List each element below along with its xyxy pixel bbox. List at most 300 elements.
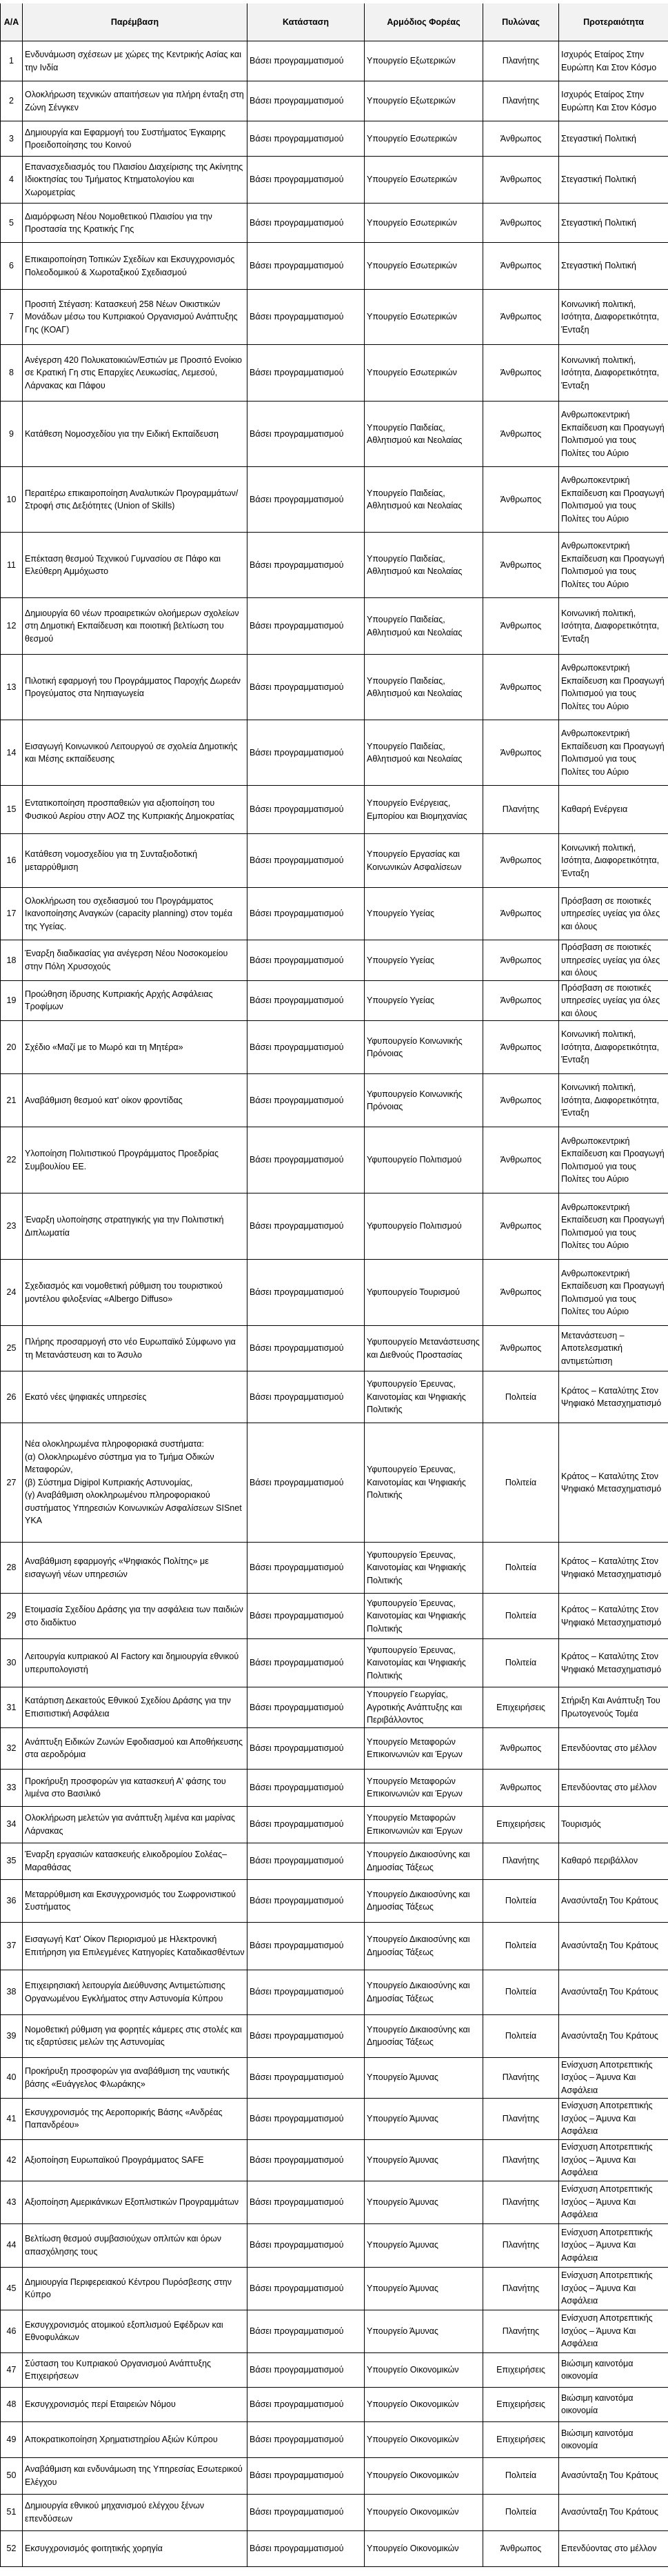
pillar-cell: Πολιτεία [483,1639,559,1687]
row-number: 46 [1,2310,23,2352]
table-row [1,2098,668,2139]
status-cell: Βάσει προγραμματισμού [247,157,365,204]
row-number: 31 [1,1687,23,1728]
intervention-cell: Ανέγερση 420 Πολυκατοικιών/Εστιών με Προσιτό Ενοίκιο σε Κρατική Γη στις Επαρχίες Λευκωσίας, Λεμεσού, Λάρνακας και Πάφου [23,345,247,402]
row-number: 7 [1,290,23,345]
pillar-cell: Άνθρωπος [483,655,559,720]
intervention-cell: Προώθηση ίδρυσης Κυπριακής Αρχής Ασφάλειας Τροφίμων [23,980,247,1021]
intervention-cell: Νομοθετική ρύθμιση για φορητές κάμερες στις στολές και τις εξαρτύσεις μελών της Αστυνομίας [23,2014,247,2057]
table-row [1,1423,668,1543]
row-number: 33 [1,1769,23,1806]
pillar-cell: Πολιτεία [483,1594,559,1639]
priority-cell: Ισχυρός Εταίρος Στην Ευρώπη Και Στον Κόσμο [559,81,668,121]
agency-cell: Υφυπουργείο Μετανάστευσης και Διεθνούς Προστασίας [365,1326,483,1371]
pillar-cell: Επιχειρήσεις [483,2387,559,2421]
agency-cell: Υφυπουργείο Πολιτισμού [365,1127,483,1193]
row-number: 32 [1,1727,23,1769]
pillar-cell: Επιχειρήσεις [483,1687,559,1728]
status-cell: Βάσει προγραμματισμού [247,81,365,121]
pillar-cell: Άνθρωπος [483,1769,559,1806]
priority-cell: Καθαρή Ενέργεια [559,786,668,834]
intervention-cell: Κατάρτιση Δεκαετούς Εθνικού Σχεδίου Δράσης για την Επισιτιστική Ασφάλεια [23,1687,247,1728]
pillar-cell: Άνθρωπος [483,1727,559,1769]
header-row [1,3,668,41]
status-cell: Βάσει προγραμματισμού [247,2223,365,2267]
row-number: 51 [1,2494,23,2530]
intervention-cell: Εντατικοποίηση προσπαθειών για αξιοποίηση του Φυσικού Αερίου στην ΑΟΖ της Κυπριακής Δημοκρατίας [23,786,247,834]
status-cell: Βάσει προγραμματισμού [247,1371,365,1423]
row-number: 34 [1,1806,23,1843]
table-row [1,1687,668,1728]
column-header-intervention: Παρέμβαση [23,3,247,41]
agency-cell: Υπουργείο Άμυνας [365,2223,483,2267]
table-row [1,2530,668,2566]
pillar-cell: Άνθρωπος [483,1260,559,1326]
row-number: 24 [1,1260,23,1326]
table-row [1,2057,668,2098]
pillar-cell: Πλανήτης [483,2223,559,2267]
table-row [1,786,668,834]
row-number: 6 [1,243,23,290]
intervention-cell: Εκσυγχρονισμός της Αεροπορικής Βάσης «Ανδρέας Παπανδρέου» [23,2098,247,2139]
priority-cell: Ενίσχυση Αποτρεπτικής Ισχύος – Άμυνα Και Ασφάλεια [559,2310,668,2352]
table-row [1,980,668,1021]
priority-cell: Στεγαστική Πολιτική [559,204,668,243]
table-row [1,720,668,786]
status-cell: Βάσει προγραμματισμού [247,720,365,786]
agency-cell: Υφυπουργείο Έρευνας, Καινοτομίας και Ψηφιακής Πολιτικής [365,1423,483,1543]
priority-cell: Ισχυρός Εταίρος Στην Ευρώπη Και Στον Κόσμο [559,41,668,81]
agency-cell: Υπουργείο Γεωργίας, Αγροτικής Ανάπτυξης και Περιβάλλοντος [365,1687,483,1728]
intervention-cell: Εισαγωγή Κατ' Οίκον Περιορισμού με Ηλεκτρονική Επιτήρηση για Επιλεγμένες Κατηγορίες Καταδικασθέντων [23,1922,247,1970]
intervention-cell: Ανάπτυξη Ειδικών Ζωνών Εφοδιασμού και Αποθήκευσης στα αεροδρόμια [23,1727,247,1769]
intervention-cell: Ενδυνάμωση σχέσεων με χώρες της Κεντρικής Ασίας και την Ινδία [23,41,247,81]
pillar-cell: Πολιτεία [483,1922,559,1970]
table-row [1,834,668,888]
intervention-cell: Σχεδιασμός και νομοθετική ρύθμιση του τουριστικού μοντέλου φιλοξενίας «Albergo Diffuso» [23,1260,247,1326]
table-row [1,1806,668,1843]
intervention-cell: Αξιοποίηση Ευρωπαϊκού Προγράμματος SAFE [23,2139,247,2181]
agency-cell: Υπουργείο Δικαιοσύνης και Δημοσίας Τάξεως [365,1970,483,2014]
pillar-cell: Πολιτεία [483,1423,559,1543]
status-cell: Βάσει προγραμματισμού [247,2421,365,2457]
table-row [1,2457,668,2494]
status-cell: Βάσει προγραμματισμού [247,2139,365,2181]
intervention-cell: Δημιουργία Περιφερειακού Κέντρου Πυρόσβεσης στην Κύπρο [23,2267,247,2310]
intervention-cell: Σχέδιο «Μαζί με το Μωρό και τη Μητέρα» [23,1021,247,1074]
intervention-cell: Κατάθεση Νομοσχεδίου για την Ειδική Εκπαίδευση [23,402,247,467]
intervention-cell: Δημιουργία εθνικού μηχανισμού ελέγχου ξένων επενδύσεων [23,2494,247,2530]
table-row [1,41,668,81]
status-cell: Βάσει προγραμματισμού [247,786,365,834]
status-cell: Βάσει προγραμματισμού [247,1922,365,1970]
status-cell: Βάσει προγραμματισμού [247,1970,365,2014]
agency-cell: Υπουργείο Παιδείας, Αθλητισμού και Νεολαίας [365,720,483,786]
status-cell: Βάσει προγραμματισμού [247,888,365,940]
row-number: 18 [1,940,23,981]
row-number: 37 [1,1922,23,1970]
pillar-cell: Πολιτεία [483,1543,559,1594]
table-row [1,2139,668,2181]
intervention-cell: Σύσταση του Κυπριακού Οργανισμού Ανάπτυξης Επιχειρήσεων [23,2352,247,2387]
intervention-cell: Περαιτέρω επικαιροποίηση Αναλυτικών Προγραμμάτων/ Στροφή στις Δεξιότητες (Union of Skills) [23,467,247,533]
priority-cell: Κοινωνική πολιτική, Ισότητα, Διαφορετικότητα, Ένταξη [559,345,668,402]
status-cell: Βάσει προγραμματισμού [247,121,365,157]
priority-cell: Ανθρωποκεντρική Εκπαίδευση και Προαγωγή Πολιτισμού για τους Πολίτες του Αύριο [559,533,668,598]
priority-cell: Ανασύνταξη Του Κράτους [559,2014,668,2057]
table-row [1,655,668,720]
agency-cell: Υπουργείο Οικονομικών [365,2421,483,2457]
intervention-cell: Νέα ολοκληρωμένα πληροφοριακά συστήματα: (α) Ολοκληρωμένο σύστημα για το Τμήμα Οδικών Μεταφορών, (β) Σύστημα Digipol Κυπριακής Αστυνομίας, (γ) Αναβάθμιση ολοκληρωμένου πληροφοριακού συστήματος Υπηρεσιών Κοινωνικών Ασφαλίσεων SISnet ΥΚΑ [23,1423,247,1543]
priority-cell: Κράτος – Καταλύτης Στον Ψηφιακό Μετασχηματισμό [559,1423,668,1543]
table-row [1,1543,668,1594]
table-row [1,2494,668,2530]
priority-cell: Στεγαστική Πολιτική [559,243,668,290]
priority-cell: Ανθρωποκεντρική Εκπαίδευση και Προαγωγή Πολιτισμού για τους Πολίτες του Αύριο [559,402,668,467]
table-row [1,1260,668,1326]
table-row [1,1769,668,1806]
status-cell: Βάσει προγραμματισμού [247,290,365,345]
table-row [1,1021,668,1074]
intervention-cell: Ολοκλήρωση του σχεδιασμού του Προγράμματος Ικανοποίησης Αναγκών (capacity planning) στον τομέα της Υγείας. [23,888,247,940]
intervention-cell: Κατάθεση νομοσχεδίου για τη Συνταξιοδοτική μεταρρύθμιση [23,834,247,888]
status-cell: Βάσει προγραμματισμού [247,2267,365,2310]
pillar-cell: Άνθρωπος [483,533,559,598]
row-number: 36 [1,1879,23,1922]
status-cell: Βάσει προγραμματισμού [247,1326,365,1371]
priority-cell: Ενίσχυση Αποτρεπτικής Ισχύος – Άμυνα Και Ασφάλεια [559,2181,668,2223]
pillar-cell: Άνθρωπος [483,157,559,204]
status-cell: Βάσει προγραμματισμού [247,2457,365,2494]
pillar-cell: Επιχειρήσεις [483,1806,559,1843]
table-row [1,1127,668,1193]
pillar-cell: Άνθρωπος [483,598,559,655]
priority-cell: Κοινωνική πολιτική, Ισότητα, Διαφορετικότητα, Ένταξη [559,1021,668,1074]
priority-cell: Κοινωνική πολιτική, Ισότητα, Διαφορετικότητα, Ένταξη [559,1074,668,1127]
priority-cell: Κοινωνική πολιτική, Ισότητα, Διαφορετικότητα, Ένταξη [559,290,668,345]
priority-cell: Ενίσχυση Αποτρεπτικής Ισχύος – Άμυνα Και Ασφάλεια [559,2057,668,2098]
row-number: 29 [1,1594,23,1639]
agency-cell: Υπουργείο Δικαιοσύνης και Δημοσίας Τάξεως [365,2014,483,2057]
agency-cell: Υπουργείο Μεταφορών Επικοινωνιών και Έργων [365,1806,483,1843]
status-cell: Βάσει προγραμματισμού [247,655,365,720]
intervention-cell: Έναρξη υλοποίησης στρατηγικής για την Πολιτιστική Διπλωματία [23,1193,247,1260]
intervention-cell: Αναβάθμιση και ενδυνάμωση της Υπηρεσίας Εσωτερικού Ελέγχου [23,2457,247,2494]
row-number: 10 [1,467,23,533]
agency-cell: Υπουργείο Οικονομικών [365,2352,483,2387]
table-row [1,290,668,345]
agency-cell: Υπουργείο Εσωτερικών [365,243,483,290]
pillar-cell: Άνθρωπος [483,1021,559,1074]
table-row [1,1727,668,1769]
table-row [1,1326,668,1371]
table-row [1,2181,668,2223]
priority-cell: Μετανάστευση – Αποτελεσματική αντιμετώπιση [559,1326,668,1371]
intervention-cell: Έναρξη εργασιών κατασκευής ελικοδρομίου Σολέας–Μαραθάσας [23,1843,247,1879]
agency-cell: Υφυπουργείο Έρευνας, Καινοτομίας και Ψηφιακής Πολιτικής [365,1594,483,1639]
column-header-agency: Αρμόδιος Φορέας [365,3,483,41]
table-row [1,2352,668,2387]
agency-cell: Υφυπουργείο Έρευνας, Καινοτομίας και Ψηφιακής Πολιτικής [365,1371,483,1423]
column-header-aa: A/A [1,3,23,41]
agency-cell: Υπουργείο Εσωτερικών [365,345,483,402]
pillar-cell: Άνθρωπος [483,1074,559,1127]
table-row [1,2014,668,2057]
status-cell: Βάσει προγραμματισμού [247,980,365,1021]
agency-cell: Υπουργείο Δικαιοσύνης και Δημοσίας Τάξεως [365,1843,483,1879]
agency-cell: Υπουργείο Παιδείας, Αθλητισμού και Νεολαίας [365,402,483,467]
priority-cell: Κοινωνική πολιτική, Ισότητα, Διαφορετικότητα, Ένταξη [559,834,668,888]
table-row [1,2223,668,2267]
intervention-cell: Ολοκλήρωση τεχνικών απαιτήσεων για πλήρη ένταξη στη Ζώνη Σένγκεν [23,81,247,121]
table-row [1,2310,668,2352]
agency-cell: Υπουργείο Άμυνας [365,2310,483,2352]
priority-cell: Επενδύοντας στο μέλλον [559,2530,668,2566]
priority-cell: Στεγαστική Πολιτική [559,121,668,157]
intervention-cell: Πλήρης προσαρμογή στο νέο Ευρωπαϊκό Σύμφωνο για τη Μετανάστευση και το Άσυλο [23,1326,247,1371]
priority-cell: Ενίσχυση Αποτρεπτικής Ισχύος – Άμυνα Και Ασφάλεια [559,2267,668,2310]
intervention-cell: Αποκρατικοποίηση Χρηματιστηρίου Αξιών Κύπρου [23,2421,247,2457]
pillar-cell: Άνθρωπος [483,980,559,1021]
pillar-cell: Άνθρωπος [483,2530,559,2566]
agency-cell: Υφυπουργείο Έρευνας, Καινοτομίας και Ψηφιακής Πολιτικής [365,1543,483,1594]
agency-cell: Υφυπουργείο Έρευνας, Καινοτομίας και Ψηφιακής Πολιτικής [365,1639,483,1687]
priority-cell: Καθαρό περιβάλλον [559,1843,668,1879]
priority-cell: Στεγαστική Πολιτική [559,157,668,204]
pillar-cell: Πολιτεία [483,2494,559,2530]
table-row [1,157,668,204]
table-row [1,2387,668,2421]
intervention-cell: Προκήρυξη προσφορών για αναβάθμιση της ναυτικής βάσης «Ευάγγελος Φλωράκης» [23,2057,247,2098]
intervention-cell: Εισαγωγή Κοινωνικού Λειτουργού σε σχολεία Δημοτικής και Μέσης εκπαίδευσης [23,720,247,786]
priority-cell: Βιώσιμη καινοτόμα οικονομία [559,2352,668,2387]
row-number: 50 [1,2457,23,2494]
table-row [1,243,668,290]
priority-cell: Κράτος – Καταλύτης Στον Ψηφιακό Μετασχηματισμό [559,1371,668,1423]
intervention-cell: Εκσυγχρονισμός περί Εταιρειών Νόμου [23,2387,247,2421]
row-number: 13 [1,655,23,720]
pillar-cell: Επιχειρήσεις [483,2421,559,2457]
row-number: 49 [1,2421,23,2457]
row-number: 26 [1,1371,23,1423]
intervention-cell: Λειτουργία κυπριακού AI Factory και δημιουργία εθνικού υπερυπολογιστή [23,1639,247,1687]
priority-cell: Ανθρωποκεντρική Εκπαίδευση και Προαγωγή Πολιτισμού για τους Πολίτες του Αύριο [559,720,668,786]
agency-cell: Υπουργείο Άμυνας [365,2139,483,2181]
agency-cell: Υπουργείο Οικονομικών [365,2387,483,2421]
row-number: 35 [1,1843,23,1879]
intervention-cell: Έναρξη διαδικασίας για ανέγερση Νέου Νοσοκομείου στην Πόλη Χρυσοχούς [23,940,247,981]
priority-cell: Πρόσβαση σε ποιοτικές υπηρεσίες υγείας για όλες και όλους [559,980,668,1021]
table-row [1,940,668,981]
status-cell: Βάσει προγραμματισμού [247,2530,365,2566]
table-row [1,1922,668,1970]
pillar-cell: Πολιτεία [483,1879,559,1922]
row-number: 23 [1,1193,23,1260]
pillar-cell: Άνθρωπος [483,243,559,290]
row-number: 30 [1,1639,23,1687]
status-cell: Βάσει προγραμματισμού [247,1543,365,1594]
row-number: 45 [1,2267,23,2310]
agency-cell: Υπουργείο Ενέργειας, Εμπορίου και Βιομηχανίας [365,786,483,834]
pillar-cell: Άνθρωπος [483,940,559,981]
priority-cell: Επενδύοντας στο μέλλον [559,1769,668,1806]
pillar-cell: Άνθρωπος [483,1326,559,1371]
agency-cell: Υπουργείο Οικονομικών [365,2494,483,2530]
pillar-cell: Πλανήτης [483,2139,559,2181]
table-row [1,1843,668,1879]
status-cell: Βάσει προγραμματισμού [247,1193,365,1260]
column-header-status: Κατάσταση [247,3,365,41]
pillar-cell: Άνθρωπος [483,888,559,940]
agency-cell: Υπουργείο Άμυνας [365,2181,483,2223]
table-row [1,1879,668,1922]
intervention-cell: Ολοκλήρωση μελετών για ανάπτυξη λιμένα και μαρίνας Λάρνακας [23,1806,247,1843]
priority-cell: Κράτος – Καταλύτης Στον Ψηφιακό Μετασχηματισμό [559,1639,668,1687]
agency-cell: Υπουργείο Εξωτερικών [365,81,483,121]
status-cell: Βάσει προγραμματισμού [247,1843,365,1879]
priority-cell: Ανθρωποκεντρική Εκπαίδευση και Προαγωγή Πολιτισμού για τους Πολίτες του Αύριο [559,1260,668,1326]
pillar-cell: Άνθρωπος [483,290,559,345]
agency-cell: Υπουργείο Εσωτερικών [365,121,483,157]
status-cell: Βάσει προγραμματισμού [247,1639,365,1687]
table-row [1,888,668,940]
table-row [1,1371,668,1423]
priority-cell: Ενίσχυση Αποτρεπτικής Ισχύος – Άμυνα Και Ασφάλεια [559,2139,668,2181]
pillar-cell: Άνθρωπος [483,720,559,786]
row-number: 22 [1,1127,23,1193]
intervention-cell: Αναβάθμιση εφαρμογής «Ψηφιακός Πολίτης» με εισαγωγή νέων υπηρεσιών [23,1543,247,1594]
intervention-cell: Βελτίωση θεσμού συμβασιούχων οπλιτών και όρων απασχόλησης τους [23,2223,247,2267]
agency-cell: Υπουργείο Εσωτερικών [365,204,483,243]
column-header-pillar: Πυλώνας [483,3,559,41]
row-number: 27 [1,1423,23,1543]
pillar-cell: Άνθρωπος [483,345,559,402]
agency-cell: Υπουργείο Εσωτερικών [365,290,483,345]
row-number: 41 [1,2098,23,2139]
row-number: 4 [1,157,23,204]
agency-cell: Υπουργείο Παιδείας, Αθλητισμού και Νεολαίας [365,598,483,655]
agency-cell: Υπουργείο Υγείας [365,980,483,1021]
status-cell: Βάσει προγραμματισμού [247,402,365,467]
table-body [1,41,668,2567]
table-row [1,204,668,243]
pillar-cell: Πλανήτης [483,2267,559,2310]
pillar-cell: Άνθρωπος [483,467,559,533]
table-row [1,1970,668,2014]
status-cell: Βάσει προγραμματισμού [247,1260,365,1326]
status-cell: Βάσει προγραμματισμού [247,345,365,402]
agency-cell: Υπουργείο Οικονομικών [365,2530,483,2566]
intervention-cell: Μεταρρύθμιση και Εκσυγχρονισμός του Σωφρονιστικού Συστήματος [23,1879,247,1922]
pillar-cell: Άνθρωπος [483,834,559,888]
agency-cell: Υφυπουργείο Κοινωνικής Πρόνοιας [365,1021,483,1074]
intervention-cell: Επανασχεδιασμός του Πλαισίου Διαχείρισης της Ακίνητης Ιδιοκτησίας του Τμήματος Κτηματολογίου και Χωρομετρίας [23,157,247,204]
row-number: 48 [1,2387,23,2421]
priority-cell: Πρόσβαση σε ποιοτικές υπηρεσίες υγείας για όλες και όλους [559,888,668,940]
agency-cell: Υπουργείο Μεταφορών Επικοινωνιών και Έργων [365,1727,483,1769]
priority-cell: Κοινωνική πολιτική, Ισότητα, Διαφορετικότητα, Ένταξη [559,598,668,655]
row-number: 16 [1,834,23,888]
row-number: 8 [1,345,23,402]
row-number: 28 [1,1543,23,1594]
agency-cell: Υπουργείο Παιδείας, Αθλητισμού και Νεολαίας [365,533,483,598]
intervention-cell: Προκήρυξη προσφορών για κατασκευή Α' φάσης του λιμένα στο Βασιλικό [23,1769,247,1806]
status-cell: Βάσει προγραμματισμού [247,2181,365,2223]
agency-cell: Υπουργείο Υγείας [365,940,483,981]
intervention-cell: Αναβάθμιση θεσμού κατ' οίκον φροντίδας [23,1074,247,1127]
pillar-cell: Πλανήτης [483,1843,559,1879]
intervention-cell: Υλοποίηση Πολιτιστικού Προγράμματος Προεδρίας Συμβουλίου ΕΕ. [23,1127,247,1193]
status-cell: Βάσει προγραμματισμού [247,243,365,290]
pillar-cell: Πολιτεία [483,2014,559,2057]
status-cell: Βάσει προγραμματισμού [247,2494,365,2530]
row-number: 5 [1,204,23,243]
priority-cell: Τουρισμός [559,1806,668,1843]
status-cell: Βάσει προγραμματισμού [247,1727,365,1769]
row-number: 25 [1,1326,23,1371]
table-row [1,345,668,402]
pillar-cell: Άνθρωπος [483,204,559,243]
priority-cell: Πρόσβαση σε ποιοτικές υπηρεσίες υγείας για όλες και όλους [559,940,668,981]
intervention-cell: Δημιουργία και Εφαρμογή του Συστήματος Έγκαιρης Προειδοποίησης του Κοινού [23,121,247,157]
row-number: 12 [1,598,23,655]
status-cell: Βάσει προγραμματισμού [247,1594,365,1639]
pillar-cell: Πλανήτης [483,2057,559,2098]
priority-cell: Ανασύνταξη Του Κράτους [559,2457,668,2494]
pillar-cell: Άνθρωπος [483,121,559,157]
row-number: 38 [1,1970,23,2014]
pillar-cell: Πλανήτης [483,2310,559,2352]
priority-cell: Βιώσιμη καινοτόμα οικονομία [559,2387,668,2421]
row-number: 15 [1,786,23,834]
row-number: 17 [1,888,23,940]
agency-cell: Υπουργείο Οικονομικών [365,2457,483,2494]
status-cell: Βάσει προγραμματισμού [247,2098,365,2139]
row-number: 2 [1,81,23,121]
status-cell: Βάσει προγραμματισμού [247,2014,365,2057]
priority-cell: Επενδύοντας στο μέλλον [559,1727,668,1769]
pillar-cell: Πλανήτης [483,41,559,81]
pillar-cell: Άνθρωπος [483,1127,559,1193]
priority-cell: Κράτος – Καταλύτης Στον Ψηφιακό Μετασχηματισμό [559,1543,668,1594]
row-number: 9 [1,402,23,467]
table-header [1,3,668,41]
pillar-cell: Άνθρωπος [483,1193,559,1260]
pillar-cell: Πολιτεία [483,1371,559,1423]
pillar-cell: Πλανήτης [483,81,559,121]
row-number: 3 [1,121,23,157]
agency-cell: Υπουργείο Μεταφορών Επικοινωνιών και Έργων [365,1769,483,1806]
intervention-cell: Δημιουργία 60 νέων προαιρετικών ολοήμερων σχολείων στη Δημοτική Εκπαίδευση και ποιοτική βελτίωση του θεσμού [23,598,247,655]
priority-cell: Ενίσχυση Αποτρεπτικής Ισχύος – Άμυνα Και Ασφάλεια [559,2098,668,2139]
agency-cell: Υπουργείο Εσωτερικών [365,157,483,204]
table-row [1,121,668,157]
status-cell: Βάσει προγραμματισμού [247,1879,365,1922]
status-cell: Βάσει προγραμματισμού [247,1127,365,1193]
priority-cell: Ανασύνταξη Του Κράτους [559,1879,668,1922]
priority-cell: Κράτος – Καταλύτης Στον Ψηφιακό Μετασχηματισμό [559,1594,668,1639]
agency-cell: Υφυπουργείο Κοινωνικής Πρόνοιας [365,1074,483,1127]
priority-cell: Ανασύνταξη Του Κράτους [559,1970,668,2014]
priority-cell: Ανασύνταξη Του Κράτους [559,2494,668,2530]
status-cell: Βάσει προγραμματισμού [247,1021,365,1074]
status-cell: Βάσει προγραμματισμού [247,2352,365,2387]
priority-cell: Ανθρωποκεντρική Εκπαίδευση και Προαγωγή Πολιτισμού για τους Πολίτες του Αύριο [559,655,668,720]
row-number: 14 [1,720,23,786]
intervention-cell: Εκσυγχρονισμός ατομικού εξοπλισμού Εφέδρων και Εθνοφυλάκων [23,2310,247,2352]
pillar-cell: Επιχειρήσεις [483,2352,559,2387]
status-cell: Βάσει προγραμματισμού [247,598,365,655]
